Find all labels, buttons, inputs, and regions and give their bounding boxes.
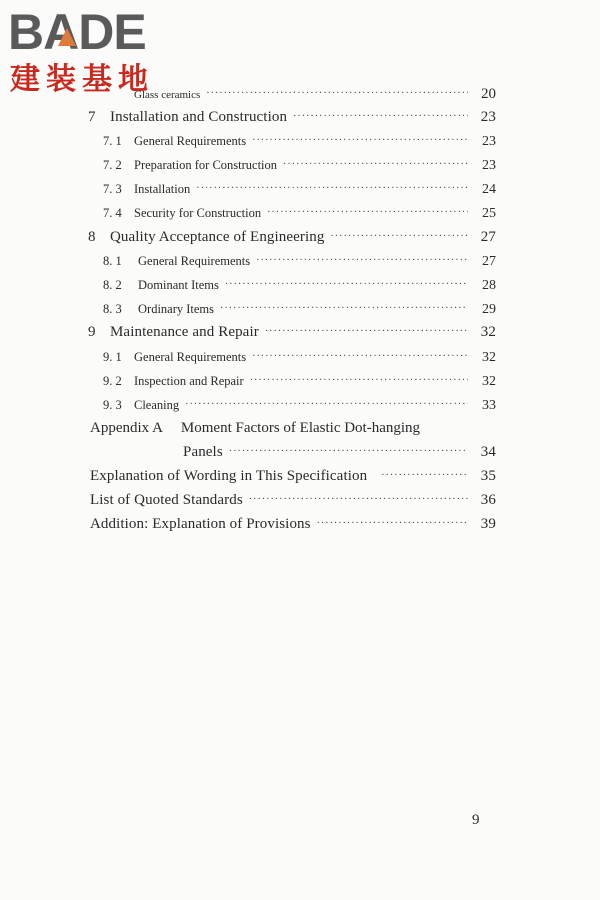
toc-entry-number: 8. 2 [103, 278, 122, 292]
toc-entry-page: 28 [482, 278, 496, 293]
dot-leader [256, 255, 468, 266]
toc-entry-page: 23 [480, 109, 496, 125]
toc-entry [103, 278, 496, 294]
toc-entry [103, 398, 496, 414]
toc-entry [90, 516, 496, 533]
toc-entry-number: 7. 2 [103, 158, 122, 172]
toc-entry [103, 302, 496, 318]
toc-entry-title: Addition: Explanation of Provisions [90, 516, 311, 532]
appendix-title: Moment Factors of Elastic Dot-hanging [180, 420, 421, 436]
toc-entry [90, 468, 496, 485]
dot-leader [283, 159, 468, 170]
toc-entry-title: Installation [134, 182, 191, 196]
toc-entry-number: 7. 4 [103, 206, 122, 220]
toc-entry-number: 9. 1 [103, 350, 122, 364]
dot-leader [249, 494, 468, 505]
toc-entry [103, 134, 496, 150]
dot-leader [225, 279, 468, 290]
dot-leader [229, 446, 468, 457]
dot-leader [250, 375, 468, 386]
toc-entry-title: Security for Construction [134, 206, 262, 220]
toc-entry-page: 32 [482, 350, 496, 365]
toc-entry-page: 23 [482, 158, 496, 173]
toc-entry-number: 9. 3 [103, 398, 122, 412]
dot-leader [252, 351, 468, 362]
toc-entry-title: Panels [183, 444, 223, 460]
toc-entry [88, 324, 496, 341]
toc-entry-title: Ordinary Items [138, 302, 215, 316]
page-number: 9 [472, 812, 480, 828]
toc-entry-number: 7. 1 [103, 134, 122, 148]
toc-entry-title: Maintenance and Repair [110, 324, 259, 340]
appendix-title-line [90, 420, 420, 437]
toc-entry [88, 229, 496, 246]
toc-entry-page: 32 [482, 374, 496, 389]
toc-entry-title: Dominant Items [138, 278, 219, 292]
toc-entry-page: 32 [480, 324, 496, 340]
toc-entry-page: 27 [480, 229, 496, 245]
toc-entry-page: 20 [481, 86, 496, 102]
dot-leader [381, 470, 468, 481]
logo-chinese-text: 建装基地 [10, 62, 154, 97]
toc-entry-number: 9. 2 [103, 374, 122, 388]
toc-entry-title: List of Quoted Standards [90, 492, 243, 508]
dot-leader [252, 135, 468, 146]
toc-entry-number: 8. 3 [103, 302, 122, 316]
toc-entry [103, 350, 496, 366]
toc-entry [103, 374, 496, 390]
dot-leader [317, 518, 468, 529]
dot-leader [220, 303, 468, 314]
toc-entry-page: 33 [482, 398, 496, 413]
toc-entry-page: 27 [482, 254, 496, 269]
dot-leader [330, 231, 468, 242]
logo-latin-text: BA DE [8, 4, 146, 60]
toc-entry [88, 109, 496, 126]
toc-entry [90, 492, 496, 509]
toc-entry-page: 23 [482, 134, 496, 149]
toc-entry [103, 206, 496, 222]
toc-entry-page: 34 [480, 444, 496, 460]
toc-entry-title: Inspection and Repair [134, 374, 244, 388]
toc-entry [183, 444, 496, 461]
toc-entry-number: 9 [88, 324, 96, 340]
dot-leader [185, 399, 468, 410]
toc-entry-title: Installation and Construction [110, 109, 288, 125]
toc-entry-title: General Requirements [134, 134, 247, 148]
toc-entry [103, 254, 496, 270]
dot-leader [196, 183, 468, 194]
toc-entry-page: 36 [480, 492, 496, 508]
toc-entry-title: Quality Acceptance of Engineering [110, 229, 325, 245]
dot-leader [265, 326, 468, 337]
toc-entry-number: 8. 1 [103, 254, 122, 268]
toc-entry-page: 25 [482, 206, 496, 221]
toc-entry-number: 7. 3 [103, 182, 122, 196]
toc-entry-title: Glass ceramics [134, 89, 201, 101]
toc-entry-title: General Requirements [138, 254, 251, 268]
toc-entry-number: 8 [88, 229, 96, 245]
toc-entry-title: Preparation for Construction [134, 158, 278, 172]
dot-leader [293, 111, 468, 122]
toc-entry-title: Explanation of Wording in This Specification [90, 468, 368, 484]
toc-entry [103, 182, 496, 198]
toc-entry-page: 24 [482, 182, 496, 197]
logo-triangle-icon [58, 28, 76, 46]
toc-entry [103, 158, 496, 174]
dot-leader [206, 88, 468, 99]
toc-entry-page: 39 [480, 516, 496, 532]
toc-entry-title: General Requirements [134, 350, 247, 364]
dot-leader [267, 207, 468, 218]
toc-entry-page: 29 [482, 302, 496, 317]
toc-entry-number: 7 [88, 109, 96, 125]
appendix-label: Appendix A [90, 420, 163, 436]
toc-entry [134, 86, 496, 103]
toc-entry-page: 35 [480, 468, 496, 484]
toc-entry-title: Cleaning [134, 398, 180, 412]
